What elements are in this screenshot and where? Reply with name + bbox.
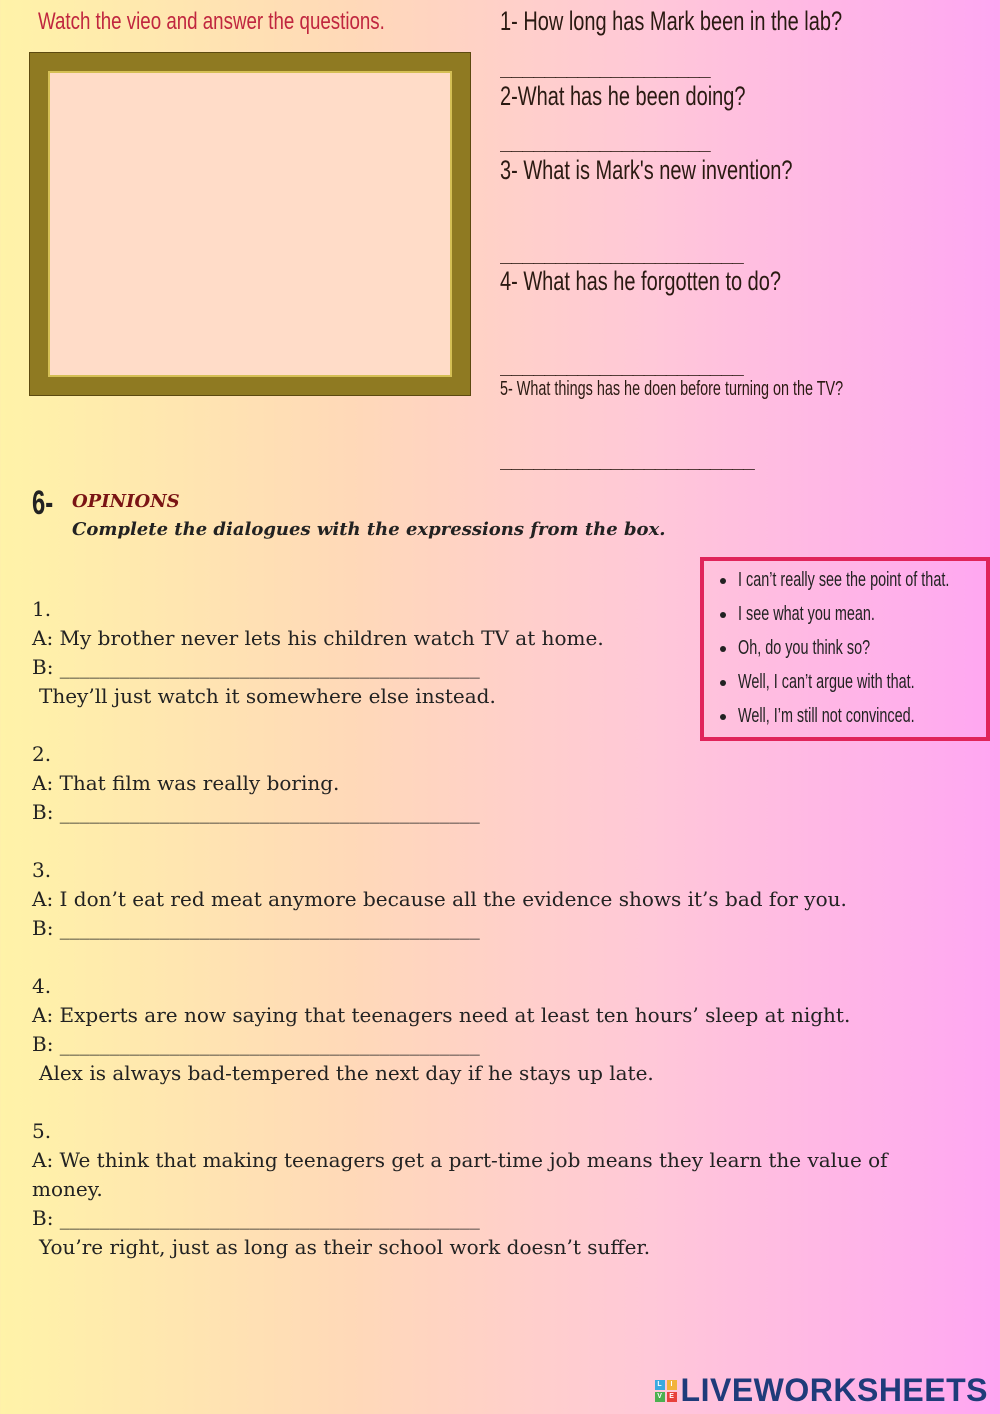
question-4: 4- What has he forgotten to do? [500, 266, 782, 296]
dialogue-answer-b[interactable]: B: __________________________________________ [32, 1032, 480, 1056]
video-frame[interactable] [30, 53, 470, 395]
expression-item: • I see what you mean. [738, 601, 980, 635]
section-title: OPINIONS [72, 491, 180, 512]
question-2: 2-What has he been doing? [500, 81, 746, 111]
dialogue-number: 3. [32, 858, 52, 882]
section-number: 6- [32, 484, 54, 522]
answer-line-5[interactable]: _______________________ [500, 446, 754, 470]
dialogue-3 [32, 856, 847, 943]
dialogue-4 [32, 972, 850, 1088]
answer-line-3[interactable]: ______________________ [500, 240, 743, 264]
expression-item: • Well, I’m still not convinced. [738, 703, 980, 737]
dialogue-line-a: A: Experts are now saying that teenagers need at least ten hours’ sleep at night. [32, 1003, 851, 1027]
answer-line-4[interactable]: ______________________ [500, 352, 743, 376]
dialogue-line-a: A: We think that making teenagers get a part-time job means they learn the value of [32, 1148, 888, 1172]
dialogue-number: 1. [32, 597, 52, 621]
expression-item: • I can’t really see the point of that. [738, 567, 980, 601]
dialogue-answer-b[interactable]: B: __________________________________________ [32, 800, 480, 824]
expression-box [700, 557, 990, 741]
dialogue-continuation: Alex is always bad-tempered the next day if he stays up late. [39, 1061, 654, 1085]
dialogue-number: 5. [32, 1119, 52, 1143]
question-3: 3- What is Mark's new invention? [500, 155, 793, 185]
dialogue-continuation: They’ll just watch it somewhere else instead. [39, 684, 496, 708]
logo-text: LIVEWORKSHEETS [680, 1372, 988, 1408]
answer-line-1[interactable]: ___________________ [500, 54, 710, 78]
dialogue-line-a: A: That film was really boring. [32, 771, 340, 795]
dialogue-number: 2. [32, 742, 52, 766]
dialogue-answer-b[interactable]: B: __________________________________________ [32, 1206, 480, 1230]
dialogue-1 [32, 595, 604, 711]
question-5: 5- What things has he doen before turning on the TV? [500, 378, 844, 400]
dialogue-5 [32, 1117, 888, 1262]
liveworksheets-logo [655, 1372, 988, 1409]
logo-icon: L I V E [655, 1380, 677, 1402]
dialogue-line-a: A: I don’t eat red meat anymore because all the evidence shows it’s bad for you. [32, 887, 847, 911]
dialogue-number: 4. [32, 974, 52, 998]
dialogue-2 [32, 740, 480, 827]
section-instruction: Complete the dialogues with the expressions from the box. [72, 519, 666, 540]
dialogue-line-a-continued: money. [32, 1177, 103, 1201]
dialogue-line-a: A: My brother never lets his children watch TV at home. [32, 626, 604, 650]
answer-line-2[interactable]: ___________________ [500, 128, 710, 152]
dialogue-continuation: You’re right, just as long as their school work doesn’t suffer. [39, 1235, 651, 1259]
dialogue-answer-b[interactable]: B: __________________________________________ [32, 916, 480, 940]
expression-item: • Oh, do you think so? [738, 635, 980, 669]
expression-item: • Well, I can’t argue with that. [738, 669, 980, 703]
question-1: 1- How long has Mark been in the lab? [500, 6, 843, 36]
dialogue-answer-b[interactable]: B: __________________________________________ [32, 655, 480, 679]
instruction-heading: Watch the vieo and answer the questions. [38, 8, 385, 35]
